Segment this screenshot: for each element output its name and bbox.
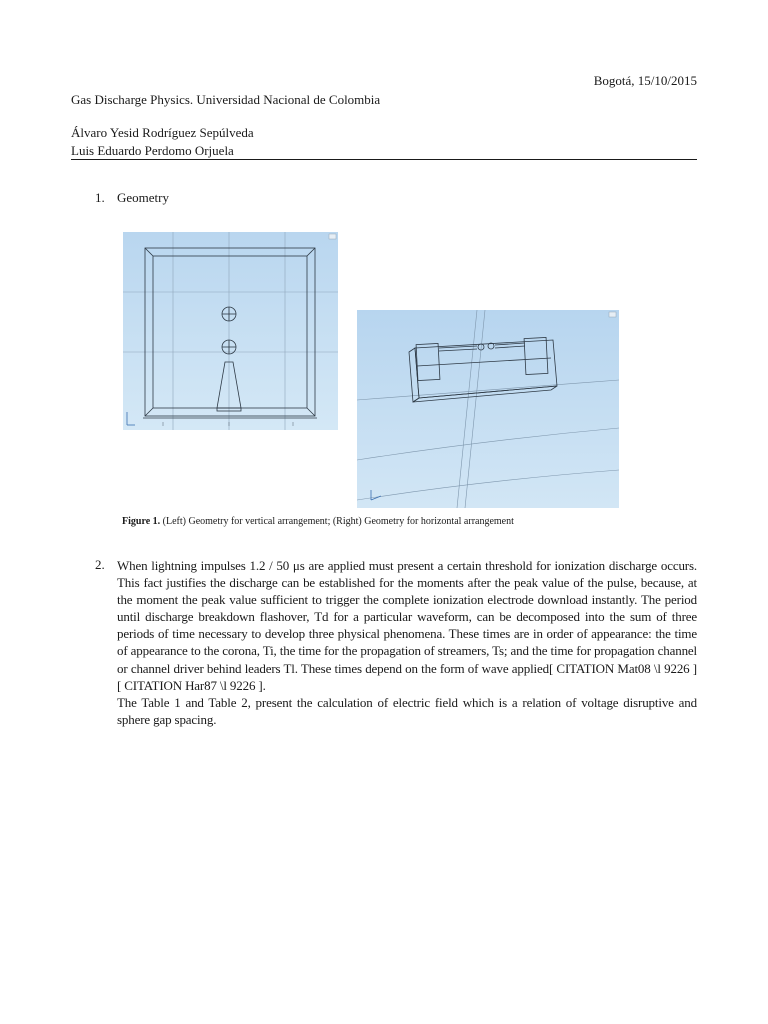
figure-caption	[122, 516, 514, 527]
section-2-number: 2.	[95, 557, 105, 572]
paragraph-2: The Table 1 and Table 2, present the calculation of electric field which is a relation of voltage disruptive and sphere gap spacing.	[117, 694, 697, 727]
section-1-title: Geometry	[117, 190, 169, 205]
figure-vertical-arrangement	[123, 232, 338, 430]
header-rule	[71, 159, 697, 160]
figure-horizontal-arrangement	[357, 310, 619, 508]
figure-caption-label: Figure 1.	[122, 516, 161, 527]
course-title: Gas Discharge Physics. Universidad Nacional de Colombia	[71, 92, 381, 107]
author-1: Álvaro Yesid Rodríguez Sepúlveda	[71, 125, 254, 140]
section-2-body	[117, 557, 697, 728]
paragraph-1: When lightning impulses 1.2 / 50 μs are applied must present a certain threshold for ionization discharge occurs. This fact justifies the discharge can be established for the moments after the peak value of the pulse, because, at the moment the peak value sufficient to trigger the complete ionization electrode download instantly. The period until discharge breakdown flashover, Td for a particular waveform, can be decomposed into the sum of three periods of time necessary to develop three physical phenomena. These times are in order of appearance: the time of appearance to the corona, Ti, the time for the propagation of streamers, Ts; and the time for propagation channel or channel driver behind leaders Tl. These times depend on the form of wave applied[ CITATION Mat08 \l 9226 ][ CITATION Har87 \l 9226 ].	[117, 558, 697, 693]
figure-caption-text: (Left) Geometry for vertical arrangement; (Right) Geometry for horizontal arrangement	[160, 516, 514, 527]
section-1-number: 1.	[95, 190, 105, 205]
author-2: Luis Eduardo Perdomo Orjuela	[71, 143, 234, 158]
date: Bogotá, 15/10/2015	[593, 73, 697, 88]
